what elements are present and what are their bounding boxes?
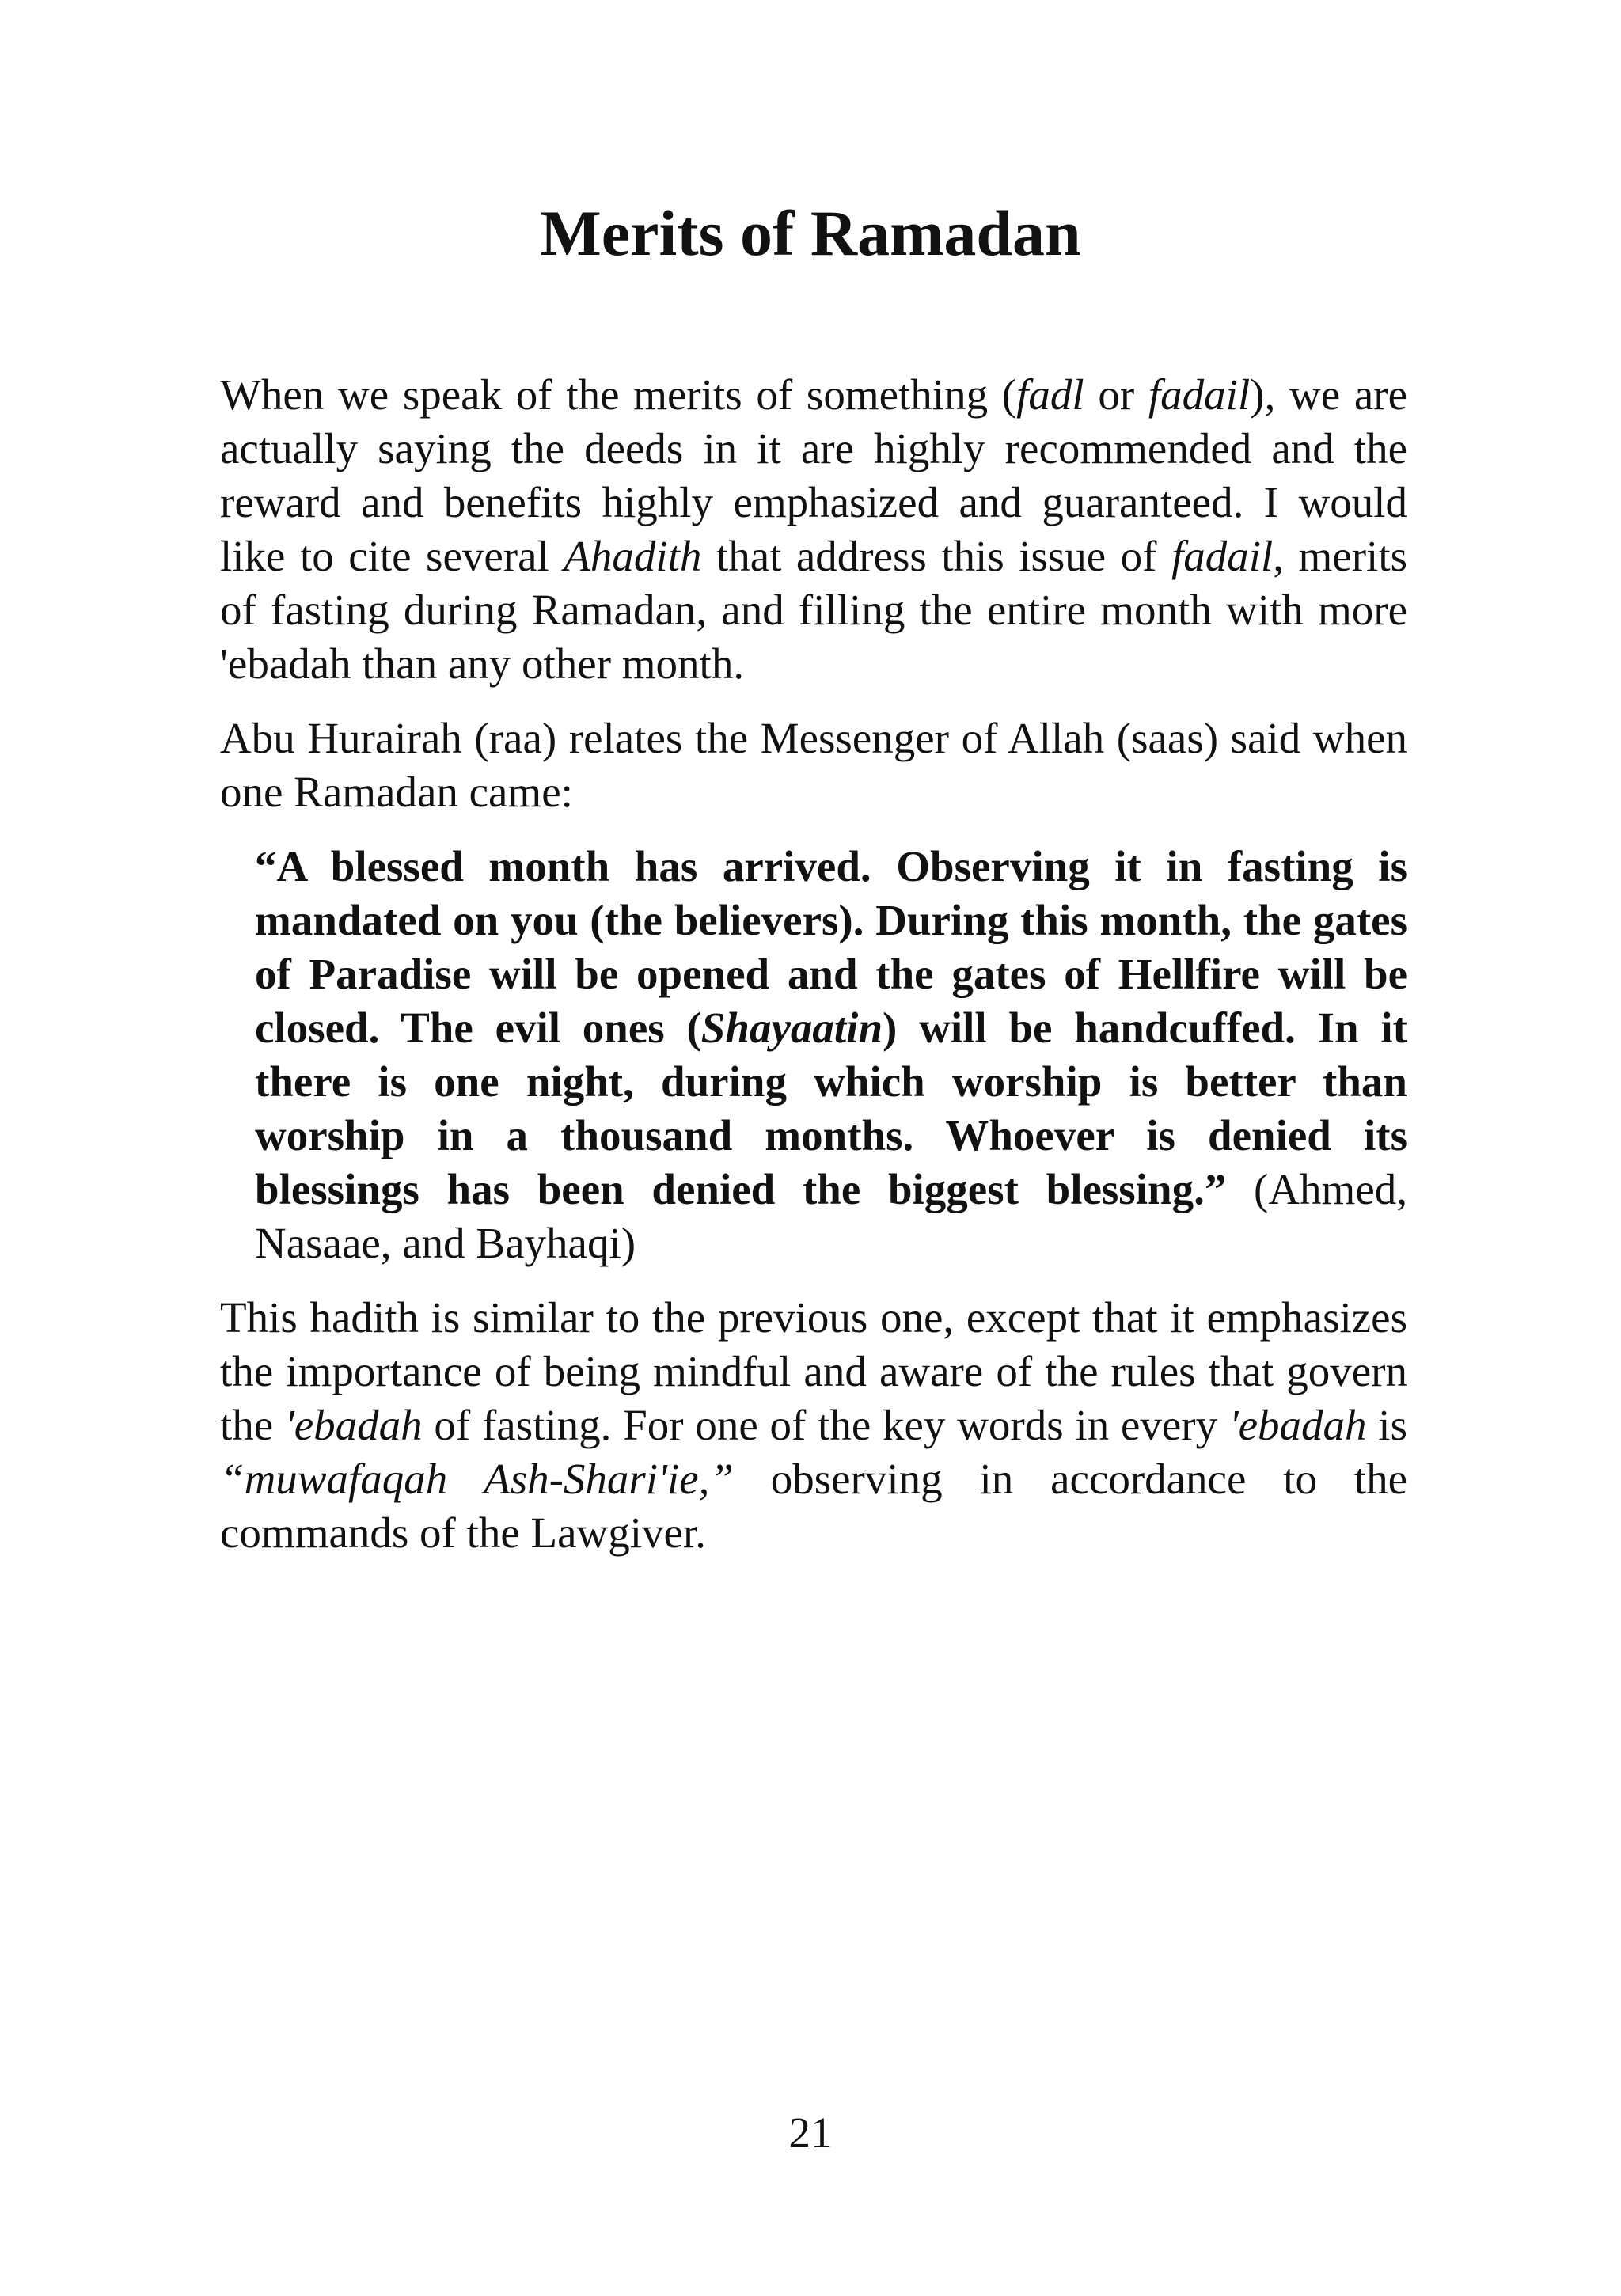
commentary-text: observing in accordance to the commands of the Lawgiver. bbox=[220, 1455, 1407, 1557]
commentary-text: of fasting. For one of the key words in every bbox=[422, 1401, 1229, 1449]
page-number: 21 bbox=[788, 2108, 833, 2157]
intro-text: that address this issue of bbox=[701, 532, 1171, 580]
term-fadail: fadail bbox=[1171, 532, 1274, 580]
intro-paragraph bbox=[220, 368, 1407, 691]
quote-source: (Ahmed, Nasaae, and Bayhaqi) bbox=[255, 1165, 1408, 1267]
intro-text: or bbox=[1084, 370, 1148, 419]
term-fadail: fadail bbox=[1148, 370, 1251, 419]
narration-paragraph: Abu Hurairah (raa) relates the Messenger of Allah (saas) said when one Ramadan came: bbox=[220, 714, 1407, 816]
term-muwafaqah: “muwafaqah Ash-Shari'ie,” bbox=[220, 1455, 734, 1503]
quote-text bbox=[255, 842, 1407, 1213]
commentary-text: is bbox=[1366, 1401, 1407, 1449]
term-ahadith: Ahadith bbox=[564, 532, 702, 580]
term-shayaatin: Shayaatin bbox=[700, 1004, 883, 1052]
term-ebadah: 'ebadah bbox=[1228, 1401, 1367, 1449]
quote-text-part: ) will be handcuffed. In it there is one night, during which worship is better than worship in a thousand months. Whoever is denied its blessings has been denied the biggest blessing.” bbox=[255, 1004, 1407, 1213]
intro-text: , merits of fasting during Ramadan, and filling the entire month with more 'ebadah than any other month. bbox=[220, 532, 1408, 688]
term-ebadah: 'ebadah bbox=[284, 1401, 423, 1449]
intro-text: When we speak of the merits of something ( bbox=[220, 370, 1017, 419]
page-title: Merits of Ramadan bbox=[540, 197, 1081, 269]
intro-text: ), we are actually saying the deeds in it are highly recommended and the reward and benefits highly emphasized and guaranteed. I would like to cite several bbox=[220, 370, 1407, 580]
quote-text-part: “A blessed month has arrived. Observing it in fasting is mandated on you (the believers). During this month, the gates of Paradise will be opened and the gates of Hellfire will be closed. The evil ones ( bbox=[255, 842, 1407, 1052]
term-fadl: fadl bbox=[1016, 370, 1084, 419]
commentary-text: This hadith is similar to the previous one, except that it emphasizes the importance of being mindful and aware of the rules that govern the bbox=[220, 1293, 1407, 1449]
body-text bbox=[220, 368, 1407, 1581]
hadith-quote bbox=[255, 840, 1407, 1270]
commentary-paragraph bbox=[220, 1291, 1407, 1560]
